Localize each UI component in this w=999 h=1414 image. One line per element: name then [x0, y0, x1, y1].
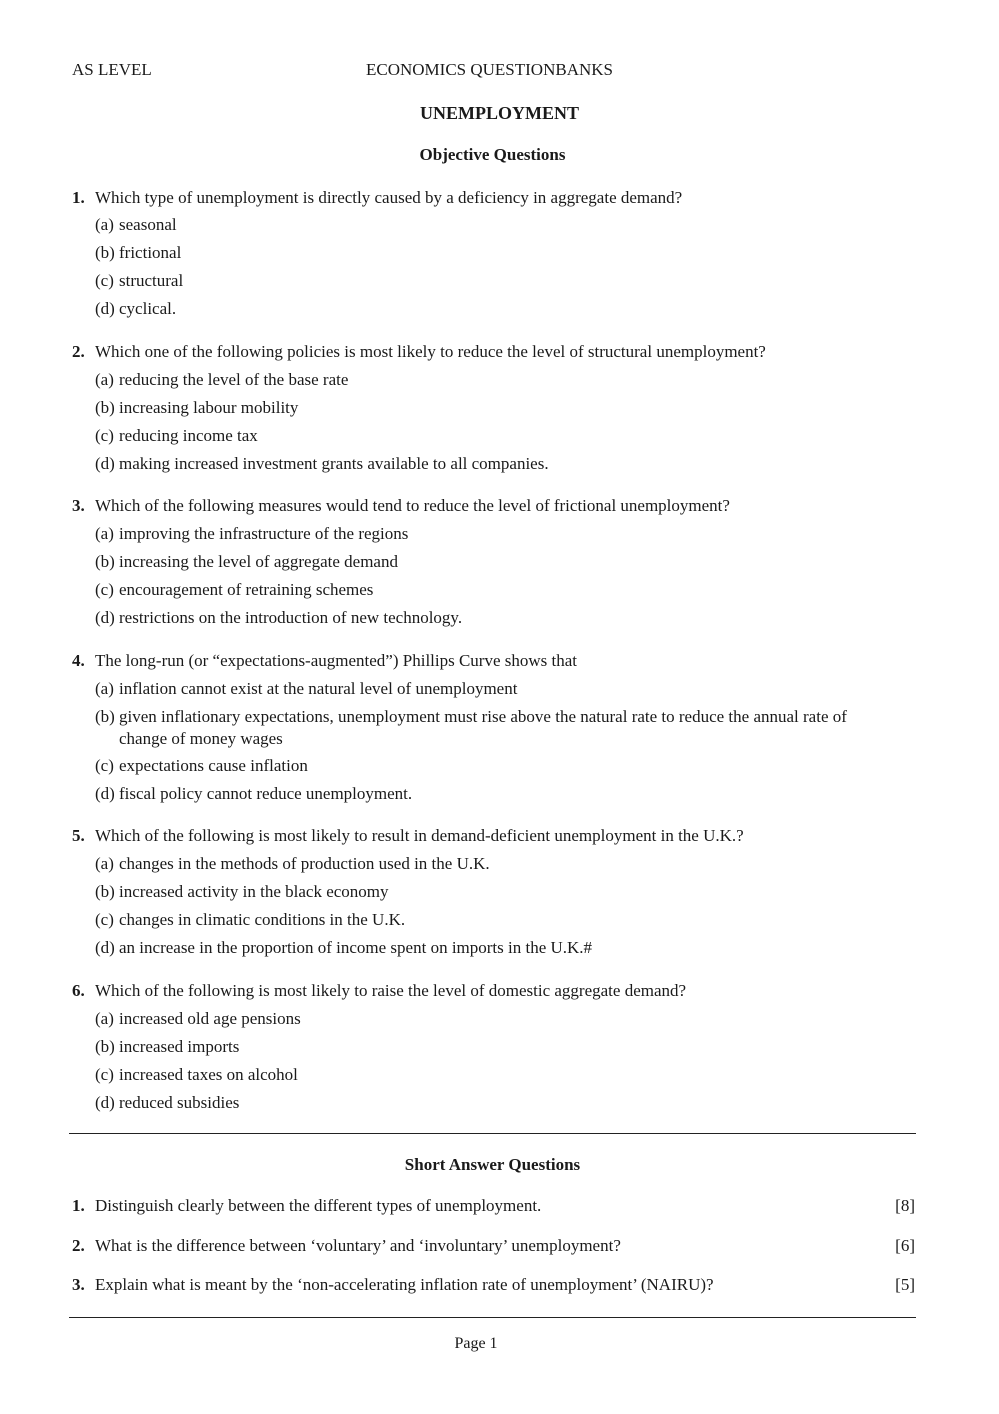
option-label: (b)	[95, 243, 115, 262]
option-label: (c)	[95, 580, 114, 599]
option-text: increased old age pensions	[119, 1009, 301, 1028]
option	[95, 707, 847, 727]
option	[95, 1037, 239, 1057]
option-text: improving the infrastructure of the regions	[119, 524, 409, 543]
question-number: 6.	[72, 981, 85, 1000]
question-number: 4.	[72, 651, 85, 670]
option	[95, 243, 181, 263]
option-label: (c)	[95, 910, 114, 929]
question-number: 3.	[72, 1275, 85, 1294]
option-text: structural	[119, 271, 184, 290]
option-label: (b)	[95, 882, 115, 901]
option-text: restrictions on the introduction of new technology.	[119, 608, 463, 627]
option	[95, 608, 462, 628]
page-title: UNEMPLOYMENT	[420, 103, 579, 123]
footer-divider	[69, 1317, 916, 1318]
option-label: (d)	[95, 608, 115, 627]
option-text: making increased investment grants available to all companies.	[119, 454, 549, 473]
option-label: (b)	[95, 552, 115, 571]
option-label: (c)	[95, 271, 114, 290]
question-marks: [6]	[895, 1236, 915, 1255]
option-text: expectations cause inflation	[119, 756, 308, 775]
option	[95, 426, 258, 446]
section-divider	[69, 1133, 916, 1134]
option-label: (a)	[95, 370, 114, 389]
option-text: fiscal policy cannot reduce unemployment.	[119, 784, 413, 803]
option-label: (d)	[95, 1093, 115, 1112]
option	[95, 299, 176, 319]
option-text: encouragement of retraining schemes	[119, 580, 374, 599]
option	[95, 910, 405, 930]
option-text: increasing labour mobility	[119, 398, 299, 417]
question-text: What is the difference between ‘voluntary’ and ‘involuntary’ unemployment?	[95, 1236, 621, 1255]
option	[95, 215, 177, 235]
option-label: (c)	[95, 1065, 114, 1084]
option-continuation: change of money wages	[119, 729, 283, 748]
option-label: (b)	[95, 1037, 115, 1056]
option-label: (b)	[95, 707, 115, 726]
question-number: 1.	[72, 1196, 85, 1215]
option-text: increased activity in the black economy	[119, 882, 389, 901]
question-number: 2.	[72, 342, 85, 361]
question-number: 2.	[72, 1236, 85, 1255]
option	[95, 370, 348, 390]
option-text: cyclical.	[119, 299, 177, 318]
option	[95, 854, 490, 874]
option-label: (d)	[95, 299, 115, 318]
option-label: (d)	[95, 784, 115, 803]
option-label: (a)	[95, 679, 114, 698]
question-text: Explain what is meant by the ‘non-accelerating inflation rate of unemployment’ (NAIRU)?	[95, 1275, 714, 1294]
question-marks: [8]	[895, 1196, 915, 1215]
option-label: (c)	[95, 426, 114, 445]
option-label: (b)	[95, 398, 115, 417]
option-text: reduced subsidies	[119, 1093, 240, 1112]
option-label: (a)	[95, 1009, 114, 1028]
short-answer-heading: Short Answer Questions	[404, 1155, 581, 1174]
objective-heading: Objective Questions	[419, 145, 566, 164]
option-label: (d)	[95, 938, 115, 957]
question-text: Which of the following measures would tend to reduce the level of frictional unemployment?	[95, 496, 730, 515]
option	[95, 1065, 298, 1085]
option-text: reducing income tax	[119, 426, 258, 445]
option	[95, 454, 549, 474]
option	[95, 1009, 301, 1029]
option	[95, 756, 308, 776]
option	[95, 552, 398, 572]
page-number: Page 1	[454, 1335, 498, 1352]
question-text: Distinguish clearly between the different types of unemployment.	[95, 1196, 542, 1215]
option-text: increasing the level of aggregate demand	[119, 552, 398, 571]
option	[95, 784, 412, 804]
option-text: changes in climatic conditions in the U.K.	[119, 910, 406, 929]
option-text: increased imports	[119, 1037, 240, 1056]
question-text: Which type of unemployment is directly caused by a deficiency in aggregate demand?	[95, 188, 683, 207]
question-number: 3.	[72, 496, 85, 515]
option	[95, 524, 408, 544]
option	[95, 938, 592, 958]
option	[95, 398, 298, 418]
option	[95, 679, 517, 699]
header-level: AS LEVEL	[72, 60, 152, 79]
question-number: 5.	[72, 826, 85, 845]
question-marks: [5]	[895, 1275, 915, 1294]
option-text: an increase in the proportion of income spent on imports in the U.K.#	[119, 938, 593, 957]
option-label: (a)	[95, 215, 114, 234]
option-label: (d)	[95, 454, 115, 473]
question-text: The long-run (or “expectations-augmented”) Phillips Curve shows that	[95, 651, 578, 670]
option	[95, 1093, 239, 1113]
option	[95, 271, 183, 291]
header-series: ECONOMICS QUESTIONBANKS	[366, 60, 613, 79]
option	[95, 882, 389, 902]
option-label: (a)	[95, 854, 114, 873]
option-text: given inflationary expectations, unemployment must rise above the natural rate to reduce the annual rate of	[119, 707, 847, 726]
question-text: Which one of the following policies is most likely to reduce the level of structural unemployment?	[95, 342, 766, 361]
question-text: Which of the following is most likely to raise the level of domestic aggregate demand?	[95, 981, 687, 1000]
option-text: seasonal	[119, 215, 177, 234]
option	[95, 580, 373, 600]
option-label: (c)	[95, 756, 114, 775]
option-text: increased taxes on alcohol	[119, 1065, 298, 1084]
option-text: inflation cannot exist at the natural level of unemployment	[119, 679, 518, 698]
question-number: 1.	[72, 188, 85, 207]
option-text: changes in the methods of production used in the U.K.	[119, 854, 490, 873]
option-text: frictional	[119, 243, 182, 262]
option-label: (a)	[95, 524, 114, 543]
option-text: reducing the level of the base rate	[119, 370, 349, 389]
question-text: Which of the following is most likely to result in demand-deficient unemployment in the U.K.?	[95, 826, 744, 845]
